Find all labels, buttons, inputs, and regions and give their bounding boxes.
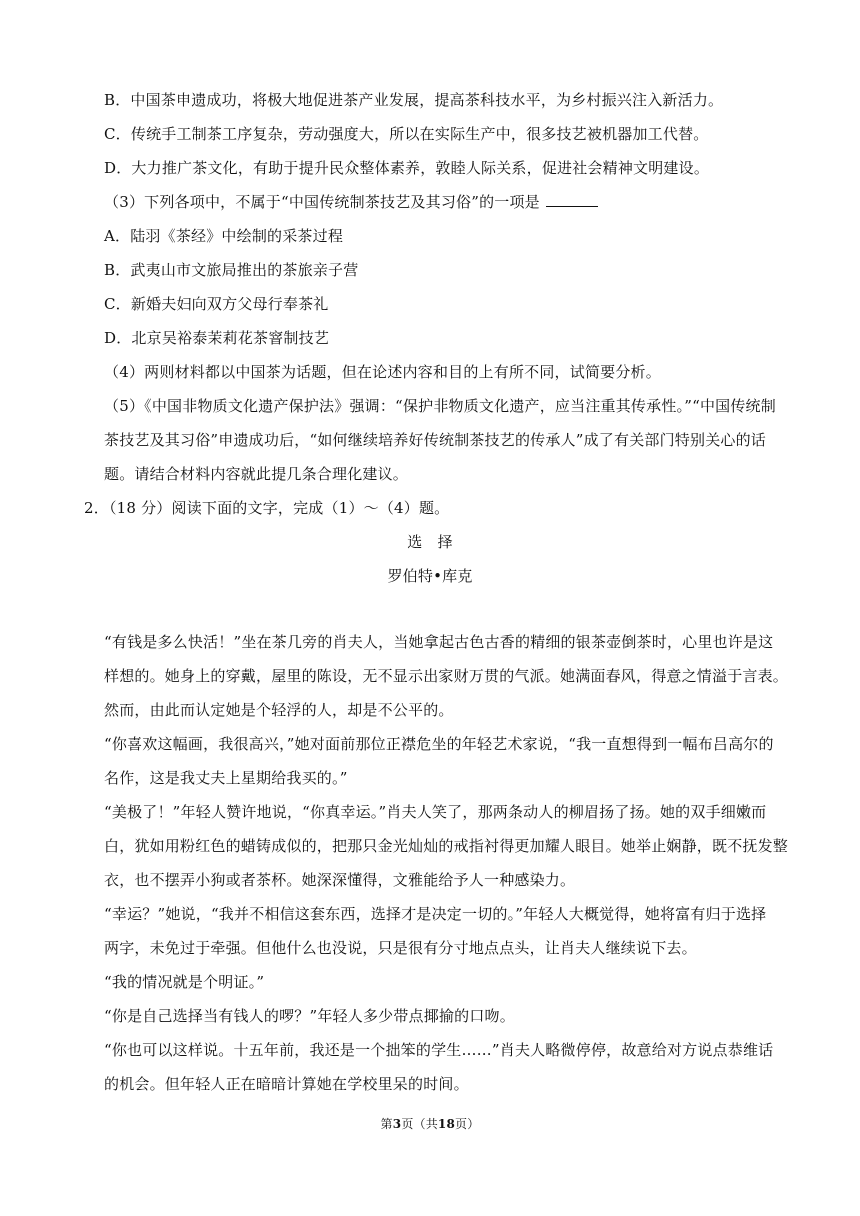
question-5-line-2: 茶技艺及其习俗”申遗成功后，“如何继续培养好传统制茶技艺的传承人”成了有关部门特别关心的话 (104, 431, 767, 449)
paragraph-line: 名作，这是我丈夫上星期给我买的。” (104, 769, 348, 787)
paragraph-line: “你喜欢这幅画，我很高兴，”她对面前那位正襟危坐的年轻艺术家说，“我一直想得到一幅布吕高尔的 (104, 735, 774, 753)
option-c-line: C．传统手工制茶工序复杂，劳动强度大，所以在实际生产中，很多技艺被机器加工代替。 (104, 125, 709, 143)
footer-prefix: 第 (380, 1117, 393, 1131)
story-title: 选 择 (407, 533, 453, 551)
page-footer (0, 1114, 860, 1134)
paragraph-line: 两字，未免过于牵强。但他什么也没说，只是很有分寸地点点头，让肖夫人继续说下去。 (104, 939, 697, 957)
story-author: 罗伯特•库克 (387, 567, 473, 585)
question-5-line-1: （5）《中国非物质文化遗产保护法》强调：“保护非物质文化遗产，应当注重其传承性。”“中国传统制 (104, 397, 776, 415)
paragraph-line: “你也可以这样说。十五年前，我还是一个拙笨的学生……”肖夫人略微停停，故意给对方说点恭维话 (104, 1041, 774, 1059)
question-5-line-3: 题。请结合材料内容就此提几条合理化建议。 (104, 465, 409, 483)
paragraph-line: “美极了！”年轻人赞许地说，“你真幸运。”肖夫人笑了，那两条动人的柳眉扬了扬。她的双手细嫩而 (104, 803, 767, 821)
paragraph-line: “幸运？”她说，“我并不相信这套东西，选择才是决定一切的。”年轻人大概觉得，她将富有归于选择 (104, 905, 767, 923)
q3-option-d: D．北京吴裕泰茉莉花茶窨制技艺 (104, 329, 330, 347)
question-3-text: （3）下列各项中，不属于“中国传统制茶技艺及其习俗”的一项是 (104, 193, 540, 211)
paragraph-line: 样想的。她身上的穿戴，屋里的陈设，无不显示出家财万贯的气派。她满面春风，得意之情溢于言表。 (104, 667, 789, 685)
paragraph-line: 衣，也不摆弄小狗或者茶杯。她深深懂得，文雅能给予人一种感染力。 (104, 871, 576, 889)
q3-option-c: C．新婚夫妇向双方父母行奉茶礼 (104, 295, 329, 313)
footer-suffix: 页） (455, 1117, 480, 1131)
paragraph-line: “有钱是多么快活！”坐在茶几旁的肖夫人，当她拿起古色古香的精细的银茶壶倒茶时，心里也许是这 (104, 633, 774, 651)
q3-option-b: B．武夷山市文旅局推出的茶旅亲子营 (104, 261, 359, 279)
footer-page-number: 3 (392, 1117, 402, 1131)
footer-total-pages: 18 (437, 1117, 456, 1131)
footer-middle: 页（共 (401, 1117, 438, 1131)
paragraph-line: 然而，由此而认定她是个轻浮的人，却是不公平的。 (104, 701, 454, 719)
option-b-line: B．中国茶申遗成功，将极大地促进茶产业发展，提高茶科技水平，为乡村振兴注入新活力。 (104, 91, 724, 109)
paragraph-line: “你是自己选择当有钱人的啰？”年轻人多少带点揶揄的口吻。 (104, 1007, 515, 1025)
q3-option-a: A．陆羽《茶经》中绘制的采茶过程 (104, 227, 344, 245)
paragraph-line: “我的情况就是个明证。” (104, 973, 265, 991)
paragraph-line: 的机会。但年轻人正在暗暗计算她在学校里呆的时间。 (104, 1075, 469, 1093)
question-2-heading: 2．（18 分）阅读下面的文字，完成（1）～（4）题。 (84, 499, 450, 517)
paragraph-line: 白，犹如用粉红色的蜡铸成似的，把那只金光灿灿的戒指衬得更加耀人眼目。她举止娴静，既不抚发整 (104, 837, 789, 855)
answer-blank (546, 192, 598, 207)
question-4: （4）两则材料都以中国茶为话题，但在论述内容和目的上有所不同，试简要分析。 (104, 363, 661, 381)
question-3 (104, 192, 598, 212)
option-d-line: D．大力推广茶文化，有助于提升民众整体素养，敦睦人际关系，促进社会精神文明建设。 (104, 159, 710, 177)
